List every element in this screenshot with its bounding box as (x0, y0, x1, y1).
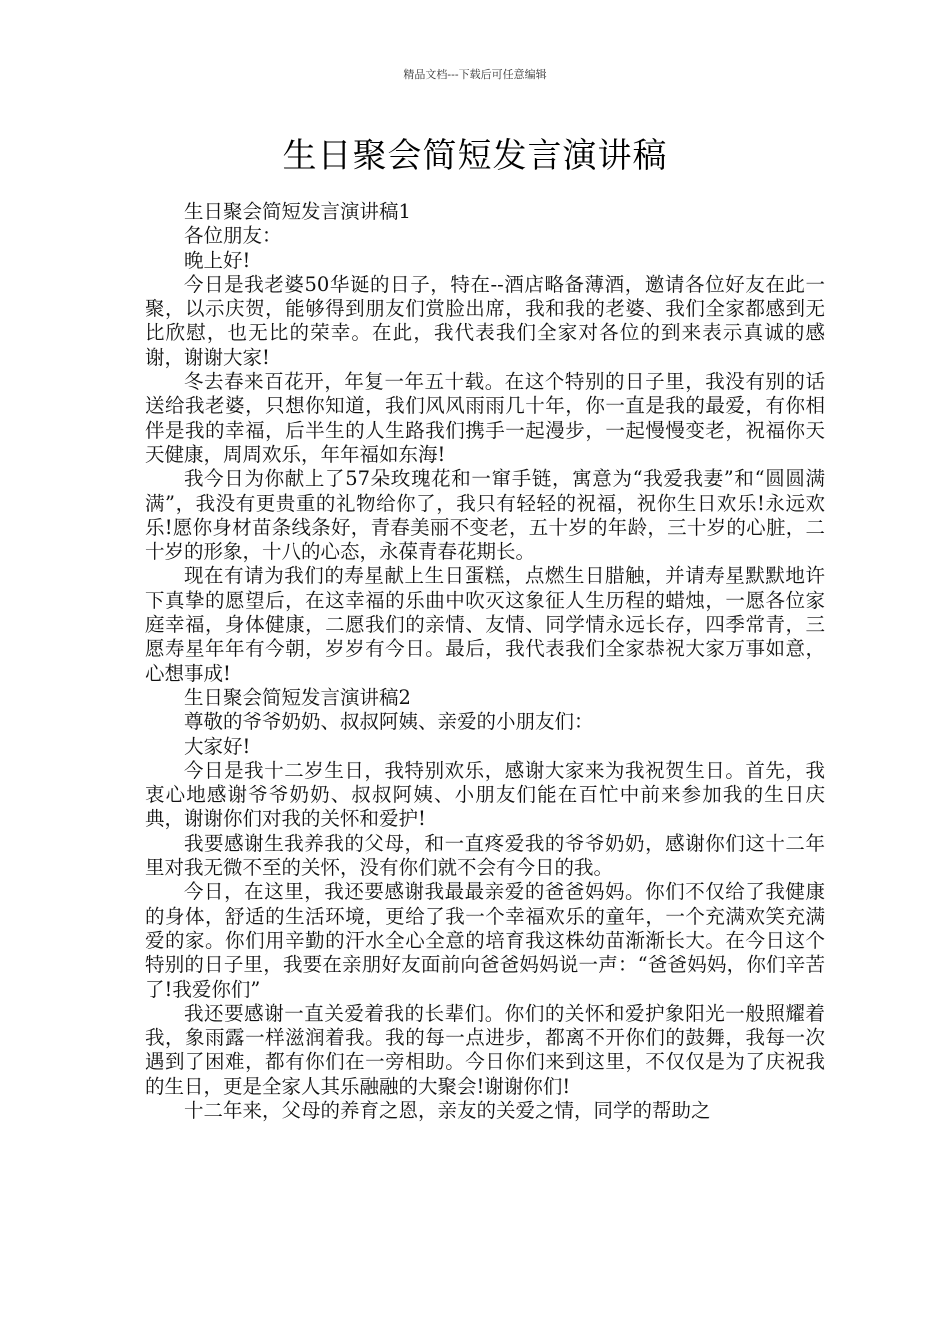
paragraph: 我要感谢生我养我的父母，和一直疼爱我的爷爷奶奶，感谢你们这十二年里对我无微不至的关怀，没有你们就不会有今日的我。 (145, 831, 825, 880)
paragraph: 我还要感谢一直关爱着我的长辈们。你们的关怀和爱护象阳光一般照耀着我，象雨露一样滋润着我。我的每一点进步，都离不开你们的鼓舞，我每一次遇到了困难，都有你们在一旁相助。今日你们来到这里，不仅仅是为了庆祝我的生日，更是全家人其乐融融的大聚会!谢谢你们! (145, 1001, 825, 1098)
greeting: 大家好! (184, 734, 251, 758)
page-header: 精品文档---下载后可任意编辑 (403, 68, 547, 81)
paragraph: 今日，在这里，我还要感谢我最最亲爱的爸爸妈妈。你们不仅给了我健康的身体，舒适的生活环境，更给了我一个幸福欢乐的童年，一个充满欢笑充满爱的家。你们用辛勤的汗水全心全意的培育我这株幼苗渐渐长大。在今日这个特别的日子里，我要在亲朋好友面前向爸爸妈妈说一声：“爸爸妈妈，你们辛苦了!我爱你们” (145, 880, 825, 1001)
salutation: 尊敬的爷爷奶奶、叔叔阿姨、亲爱的小朋友们： (184, 710, 594, 734)
section-heading: 生日聚会简短发言演讲稿1 (184, 200, 411, 223)
paragraph: 现在有请为我们的寿星献上生日蛋糕，点燃生日腊触，并请寿星默默地许下真挚的愿望后，在这幸福的乐曲中吹灭这象征人生历程的蜡烛，一愿各位家庭幸福，身体健康，二愿我们的亲情、友情、同学情永远长存，四季常青，三愿寿星年年有今朝，岁岁有今日。最后，我代表我们全家恭祝大家万事如意，心想事成! (145, 564, 825, 685)
paragraph: 十二年来，父母的养育之恩，亲友的关爱之情，同学的帮助之 (184, 1098, 711, 1122)
paragraph: 我今日为你献上了57朵玫瑰花和一窜手链，寓意为“我爱我妻”和“圆圆满满”，我没有更贵重的礼物给你了，我只有轻轻的祝福，祝你生日欢乐!永远欢乐!愿你身材苗条线条好，青春美丽不变老，五十岁的年龄，三十岁的心脏，二十岁的形象，十八的心态，永葆青春花期长。 (145, 467, 825, 564)
document-body (145, 200, 825, 1123)
paragraph: 今日是我老婆50华诞的日子，特在--酒店略备薄酒，邀请各位好友在此一聚，以示庆贺，能够得到朋友们赏脸出席，我和我的老婆、我们全家都感到无比欣慰，也无比的荣幸。在此，我代表我们全家对各位的到来表示真诚的感谢，谢谢大家! (145, 272, 825, 369)
section-heading: 生日聚会简短发言演讲稿2 (184, 685, 411, 709)
page-title: 生日聚会简短发言演讲稿 (282, 136, 668, 176)
paragraph: 冬去春来百花开，年复一年五十载。在这个特别的日子里，我没有别的话送给我老婆，只想你知道，我们风风雨雨几十年，你一直是我的最爱，有你相伴是我的幸福，后半生的人生路我们携手一起漫步，一起慢慢变老，祝福你天天健康，周周欢乐，年年福如东海! (145, 370, 825, 466)
salutation: 各位朋友： (184, 224, 282, 248)
greeting: 晚上好! (184, 248, 251, 272)
paragraph: 今日是我十二岁生日，我特别欢乐，感谢大家来为我祝贺生日。首先，我衷心地感谢爷爷奶奶、叔叔阿姨、小朋友们能在百忙中前来参加我的生日庆典，谢谢你们对我的关怀和爱护! (145, 758, 825, 831)
